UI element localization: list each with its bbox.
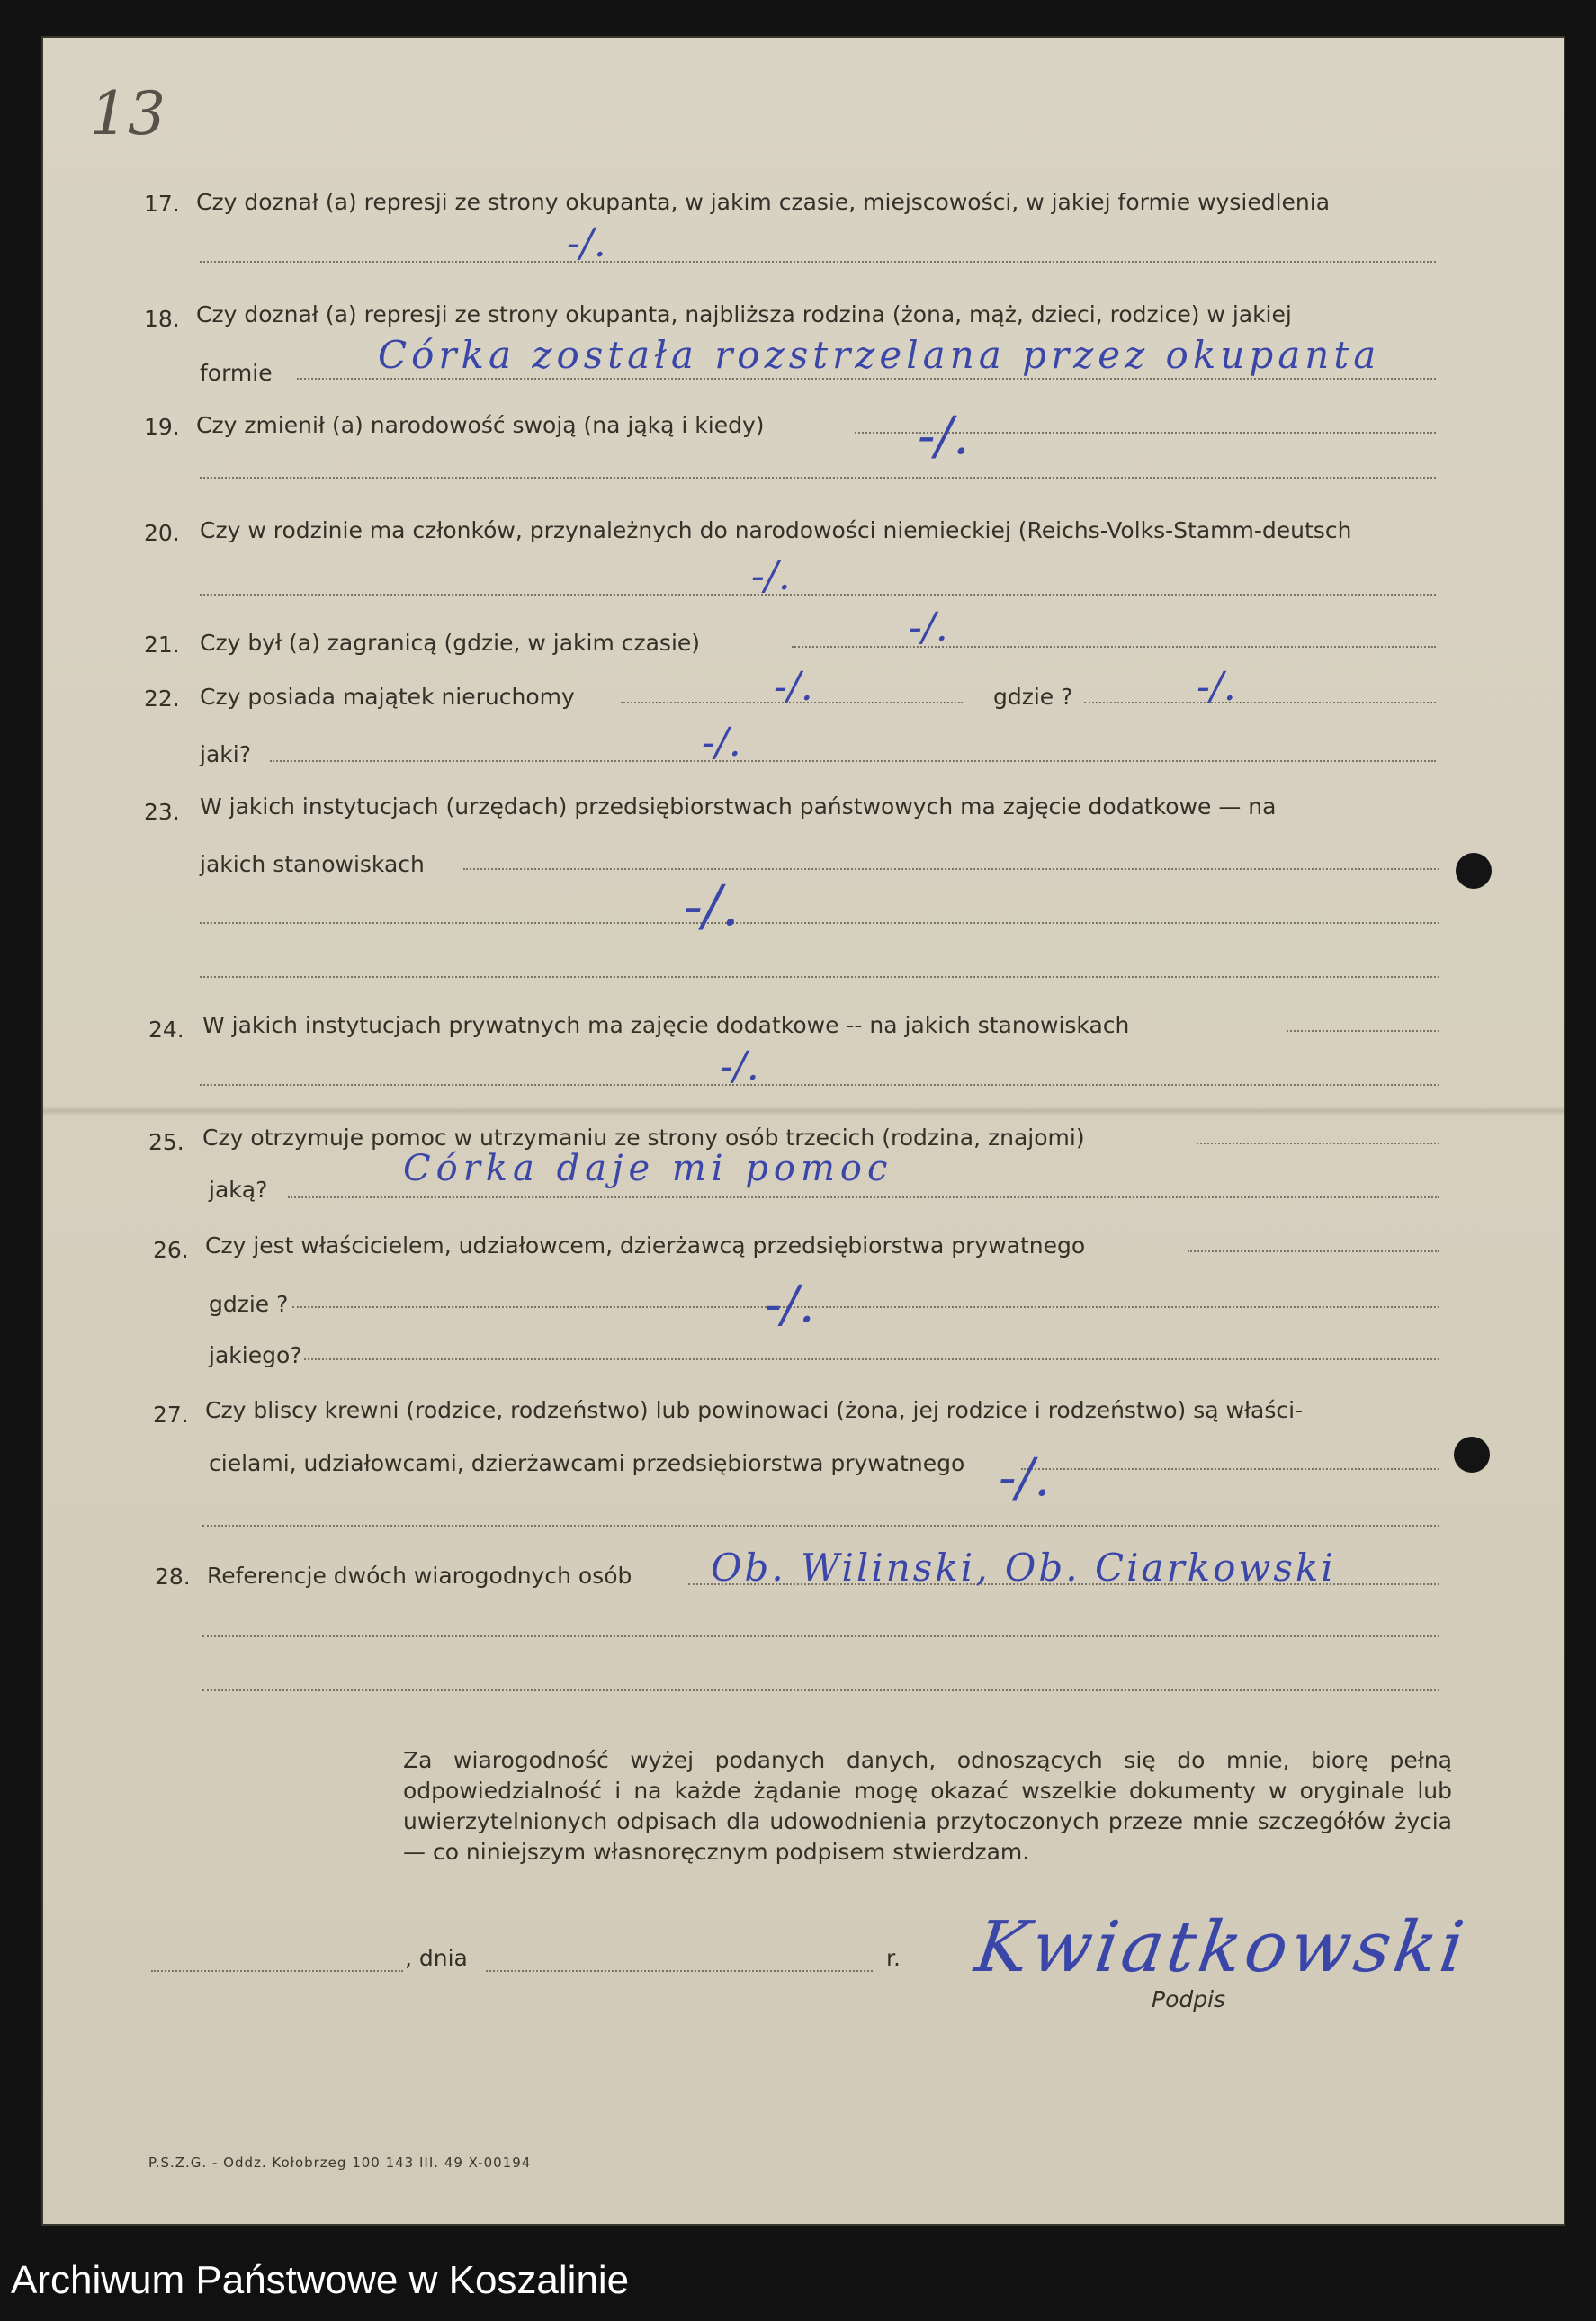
q19-number: 19. [144, 414, 180, 440]
q22-where-line [1084, 702, 1436, 703]
q24-number: 24. [148, 1017, 184, 1043]
q22-text: Czy posiada majątek nieruchomy [200, 684, 575, 710]
punch-hole-upper [1456, 853, 1492, 889]
q17-line [200, 261, 1436, 263]
q28-line2 [202, 1635, 1439, 1637]
q28-answer: Ob. Wilinski, Ob. Ciarkowski [711, 1546, 1336, 1590]
q26-line [1188, 1250, 1439, 1252]
q23-text2: jakich stanowiskach [200, 851, 425, 877]
q25-number: 25. [148, 1129, 184, 1155]
q21-line [792, 646, 1436, 648]
q22-where-answer: -/. [1197, 664, 1236, 710]
q25-text: Czy otrzymuje pomoc w utrzymaniu ze strony osób trzecich (rodzina, znajomi) [202, 1125, 1085, 1151]
date-line [486, 1970, 873, 1972]
q22-answer: -/. [774, 664, 813, 710]
q27-answer: -/. [999, 1447, 1051, 1508]
q23-line2 [200, 922, 1439, 924]
q22-what-answer: -/. [702, 720, 741, 766]
q28-text: Referencje dwóch wiarogodnych osób [207, 1563, 632, 1589]
q24-text: W jakich instytucjach prywatnych ma zajęcie dodatkowe -- na jakich stanowiskach [202, 1012, 1130, 1038]
q25-answer: Córka daje mi pomoc [403, 1148, 893, 1189]
q24-answer: -/. [720, 1044, 759, 1089]
q27-line [1021, 1468, 1439, 1470]
q18-text2: formie [200, 360, 273, 386]
q20-text: Czy w rodzinie ma członków, przynależnych do narodowości niemieckiej (Reichs-Volks-Stamm-deutsch [200, 517, 1352, 543]
q22-what-line [270, 760, 1436, 762]
date-dnia-label: , dnia [405, 1945, 468, 1971]
q20-number: 20. [144, 520, 180, 546]
q22-number: 22. [144, 686, 180, 712]
q26-what-label: jakiego? [209, 1342, 302, 1368]
q18-line [297, 378, 1436, 380]
q21-number: 21. [144, 632, 180, 658]
q22-what-label: jaki? [200, 741, 251, 767]
punch-hole-lower [1454, 1437, 1490, 1473]
q22-where-label: gdzie ? [993, 684, 1073, 710]
q25-what-line [288, 1196, 1439, 1198]
q26-what-line [304, 1358, 1439, 1360]
printer-note: P.S.Z.G. - Oddz. Kołobrzeg 100 143 III. 49 X-00194 [148, 2155, 532, 2171]
q18-answer: Córka została rozstrzelana przez okupanta [378, 333, 1381, 377]
q23-line [463, 868, 1439, 870]
q27-line2 [202, 1525, 1439, 1527]
q25-line [1197, 1143, 1439, 1144]
q23-answer: -/. [684, 873, 740, 938]
q28-number: 28. [155, 1564, 191, 1590]
q28-line3 [202, 1689, 1439, 1691]
signature-handwritten: Kwiatkowski [970, 1907, 1473, 1988]
q23-number: 23. [144, 799, 180, 825]
q25-what-label: jaką? [209, 1177, 268, 1203]
q26-where-line [292, 1306, 1439, 1308]
q26-text: Czy jest właścicielem, udziałowcem, dzierżawcą przedsiębiorstwa prywatnego [205, 1232, 1086, 1259]
q20-line [200, 594, 1436, 596]
q18-text: Czy doznał (a) represji ze strony okupanta, najbliższa rodzina (żona, mąż, dzieci, rodzice) w jakiej [196, 301, 1292, 327]
q27-text: Czy bliscy krewni (rodzice, rodzeństwo) lub powinowaci (żona, jej rodzice i rodzeństwo) są właści- [205, 1397, 1304, 1423]
q26-number: 26. [153, 1237, 189, 1263]
q19-text: Czy zmienił (a) narodowość swoją (na jąką i kiedy) [196, 412, 765, 438]
q18-number: 18. [144, 306, 180, 332]
signature-label: Podpis [1152, 1986, 1226, 2012]
q27-text2: cielami, udziałowcami, dzierżawcami przedsiębiorstwa prywatnego [209, 1450, 965, 1476]
q23-text: W jakich instytucjach (urzędach) przedsiębiorstwach państwowych ma zajęcie dodatkowe — na [200, 793, 1277, 820]
q26-answer: -/. [765, 1276, 815, 1334]
q17-text: Czy doznał (a) represji ze strony okupanta, w jakim czasie, miejscowości, w jakiej formie wysiedlenia [196, 189, 1331, 215]
q17-answer: -/. [567, 220, 606, 266]
page-number-pencil: 13 [90, 79, 166, 148]
q24-line2 [200, 1084, 1439, 1086]
date-year-label: r. [886, 1945, 901, 1971]
q21-text: Czy był (a) zagranicą (gdzie, w jakim czasie) [200, 630, 701, 656]
paper-fold [43, 1107, 1564, 1116]
archive-footer-text: Archiwum Państwowe w Koszalinie [11, 2258, 630, 2302]
declaration-text: Za wiarogodność wyżej podanych danych, odnoszących się do mnie, biorę pełną odpowiedzialność i na każde żądanie mogę okazać wszelkie dokumenty w oryginale lub uwierzytelnionych odpisach dla udowodnienia przytoczonych przeze mnie szczegółów życia — co niniejszym własnoręcznym podpisem stwierdzam. [403, 1747, 1452, 1865]
q19-line2 [200, 477, 1436, 479]
q24-line [1287, 1030, 1439, 1032]
q17-number: 17. [144, 191, 180, 217]
place-line [151, 1970, 403, 1972]
q21-answer: -/. [909, 605, 948, 650]
q27-number: 27. [153, 1402, 189, 1428]
q23-line3 [200, 976, 1439, 978]
q19-answer: -/. [918, 405, 970, 466]
q20-answer: -/. [751, 553, 791, 599]
q26-where-label: gdzie ? [209, 1291, 289, 1317]
